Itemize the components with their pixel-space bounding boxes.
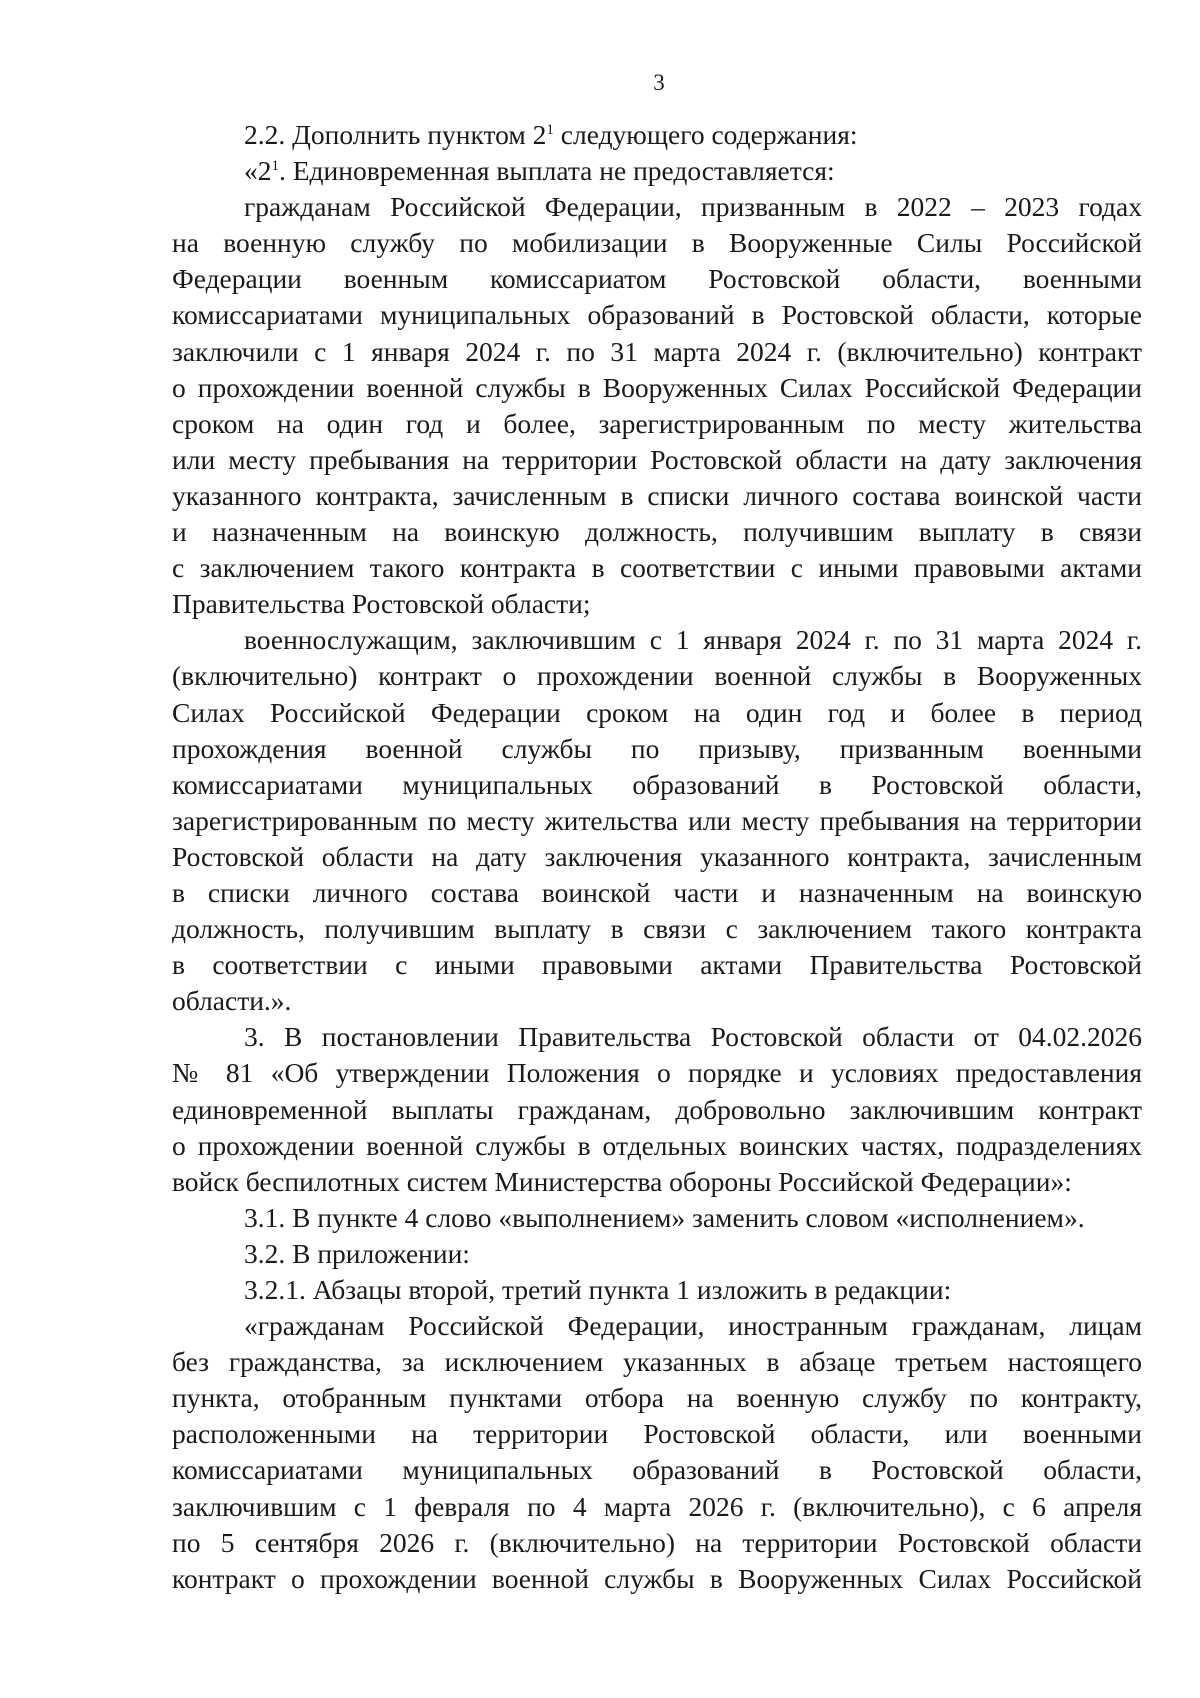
text-line: указанного контракта, зачисленным в списки личного состава воинской части xyxy=(172,479,1142,511)
text-line: Силах Российской Федерации сроком на один год и более в период xyxy=(172,696,1142,728)
text-line: заключили с 1 января 2024 г. по 31 марта 2024 г. (включительно) контракт xyxy=(172,335,1142,367)
text-line: военнослужащим, заключившим с 1 января 2024 г. по 31 марта 2024 г. xyxy=(244,624,1142,656)
text-line: заключившим с 1 февраля по 4 марта 2026 г. (включительно), с 6 апреля xyxy=(172,1490,1142,1522)
document-body xyxy=(172,117,1142,1597)
text-line: комиссариатами муниципальных образований в Ростовской области, которые xyxy=(172,299,1142,331)
text-line: на военную службу по мобилизации в Вооруженные Силы Российской xyxy=(172,227,1142,259)
text-line: области.». xyxy=(172,985,292,1017)
text-line: зарегистрированным по месту жительства или месту пребывания на территории xyxy=(172,804,1142,836)
text-line: «$2^1$. Единовременная выплата не предоставляется: xyxy=(244,155,835,187)
text-line: Федерации военным комиссариатом Ростовской области, военными xyxy=(172,263,1142,295)
text-line: о прохождении военной службы в отдельных воинских частях, подразделениях xyxy=(172,1129,1142,1161)
text-line: расположенными на территории Ростовской области, или военными xyxy=(172,1418,1142,1450)
text-line: единовременной выплаты гражданам, добровольно заключившим контракт xyxy=(172,1093,1142,1125)
text-line: с заключением такого контракта в соответствии с иными правовыми актами xyxy=(172,552,1142,584)
page-number: 3 xyxy=(653,70,665,95)
text-line: № 81 «Об утверждении Положения о порядке и условиях предоставления xyxy=(172,1057,1142,1089)
text-line: 3.2.1. Абзацы второй, третий пункта 1 изложить в редакции: xyxy=(244,1274,952,1305)
text-line: 3. В постановлении Правительства Ростовской области от 04.02.2026 xyxy=(244,1021,1142,1053)
text-line: гражданам Российской Федерации, призванным в 2022 – 2023 годах xyxy=(244,191,1142,223)
text-line: в соответствии с иными правовыми актами Правительства Ростовской xyxy=(172,949,1142,981)
text-line: должность, получившим выплату в связи с заключением такого контракта xyxy=(172,913,1142,945)
text-line: Правительства Ростовской области; xyxy=(172,588,591,620)
text-line: и назначенным на воинскую должность, получившим выплату в связи xyxy=(172,516,1142,548)
text-line: прохождения военной службы по призыву, призванным военными xyxy=(172,732,1142,764)
text-line: без гражданства, за исключением указанных в абзаце третьем настоящего xyxy=(172,1346,1142,1378)
text-line: комиссариатами муниципальных образований в Ростовской области, xyxy=(172,1454,1142,1486)
text-line: 3.2. В приложении: xyxy=(244,1237,470,1269)
text-line: войск беспилотных систем Министерства обороны Российской Федерации»: xyxy=(172,1165,1072,1197)
text-line: по 5 сентября 2026 г. (включительно) на территории Ростовской области xyxy=(172,1526,1142,1558)
text-line: «гражданам Российской Федерации, иностранным гражданам, лицам xyxy=(244,1310,1142,1342)
text-line: сроком на один год и более, зарегистрированным по месту жительства xyxy=(172,407,1142,439)
text-line: 2.2. Дополнить пунктом $2^1$ следующего содержания: xyxy=(244,119,858,150)
text-line: (включительно) контракт о прохождении военной службы в Вооруженных xyxy=(172,660,1142,692)
text-line: или месту пребывания на территории Ростовской области на дату заключения xyxy=(172,443,1142,475)
text-line: в списки личного состава воинской части и назначенным на воинскую xyxy=(172,876,1142,908)
text-line: пункта, отобранным пунктами отбора на военную службу по контракту, xyxy=(172,1382,1142,1414)
text-line: комиссариатами муниципальных образований в Ростовской области, xyxy=(172,768,1142,800)
text-line: Ростовской области на дату заключения указанного контракта, зачисленным xyxy=(172,840,1142,872)
text-line: о прохождении военной службы в Вооруженных Силах Российской Федерации xyxy=(172,371,1142,403)
text-line: 3.1. В пункте 4 слово «выполнением» заменить словом «исполнением». xyxy=(244,1201,1085,1233)
text-line: контракт о прохождении военной службы в Вооруженных Силах Российской xyxy=(172,1562,1142,1594)
